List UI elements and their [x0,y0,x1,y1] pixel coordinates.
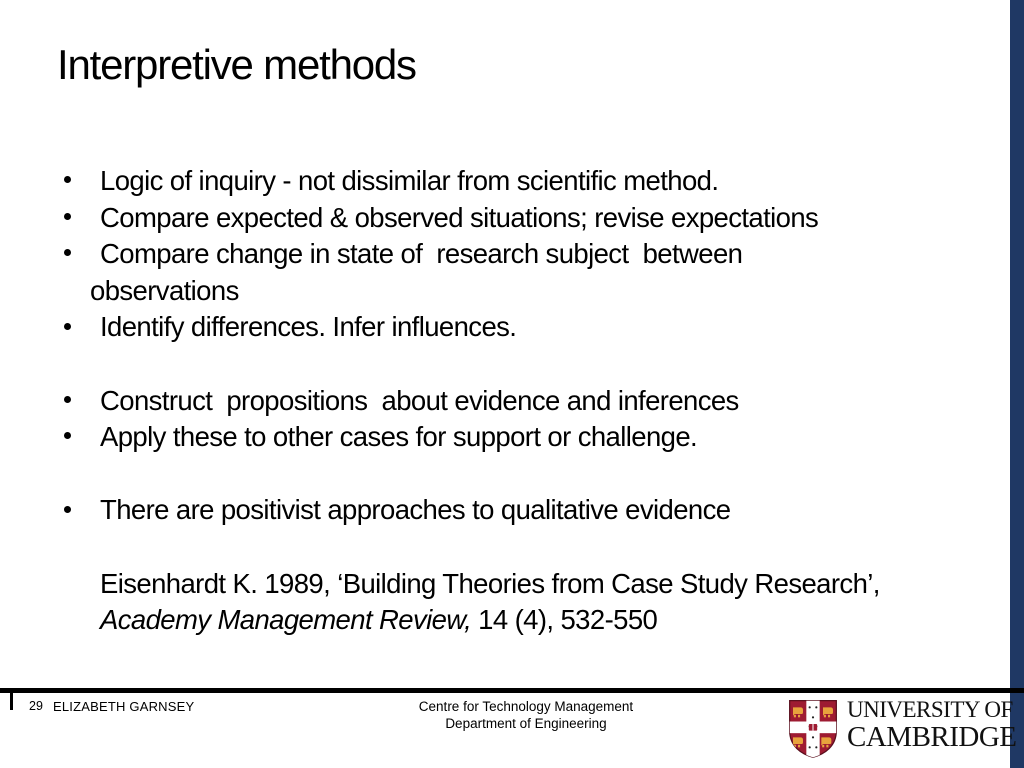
bullet-text: Apply these to other cases for support or challenge. [100,421,698,453]
bullet-dot-icon [64,506,71,513]
logo-cambridge: CAMBRIDGE [847,721,1017,753]
cambridge-shield-icon [788,698,838,760]
bullet-item [57,163,957,200]
spacer-line [57,529,957,566]
bullet-text: Construct propositions about evidence and inferences [100,384,739,416]
bullet-item [57,200,957,237]
logo-university-of: UNIVERSITY OF [847,697,1013,722]
cambridge-logo [788,698,1017,760]
right-accent-bar [1010,0,1024,768]
bullet-item [57,492,957,529]
citation-text [100,604,657,635]
citation-pages: 14 (4), 532-550 [471,604,658,636]
bullet-text: Compare expected & observed situations; revise expectations [100,201,819,233]
footer-department-line: Department of Engineering [445,715,607,731]
bullet-list [57,163,957,639]
bullet-dot-icon [64,249,71,256]
bullet-text: There are positivist approaches to qualitative evidence [100,494,731,526]
author-name: ELIZABETH GARNSEY [53,699,195,714]
footer-tick [10,693,13,710]
bullet-item-continuation [57,273,957,310]
citation-journal-italic: Academy Management Review, [100,604,472,636]
continuation-text: observations [90,274,239,306]
citation-text: Eisenhardt K. 1989, ‘Building Theories from Case Study Research’, [100,567,880,599]
citation-line-2 [57,602,957,639]
bullet-text: Compare change in state of research subject between [100,238,743,270]
slide-title: Interpretive methods [57,41,416,88]
spacer-line [57,456,957,493]
bullet-text: Identify differences. Infer influences. [100,311,517,343]
bullet-item [57,236,957,273]
bullet-item [57,383,957,420]
bullet-dot-icon [64,323,71,330]
bullet-item [57,419,957,456]
bullet-text: Logic of inquiry - not dissimilar from scientific method. [100,165,719,196]
page-number: 29 [29,699,43,713]
footer-rule [0,688,1024,693]
bullet-dot-icon [64,432,71,439]
cambridge-logotype [847,698,1017,752]
footer-centre-line: Centre for Technology Management [418,699,634,714]
bullet-item [57,309,957,346]
bullet-dot-icon [64,176,71,183]
citation-line-1 [57,566,957,603]
bullet-dot-icon [64,213,71,220]
bullet-dot-icon [64,396,71,403]
spacer-line [57,346,957,383]
